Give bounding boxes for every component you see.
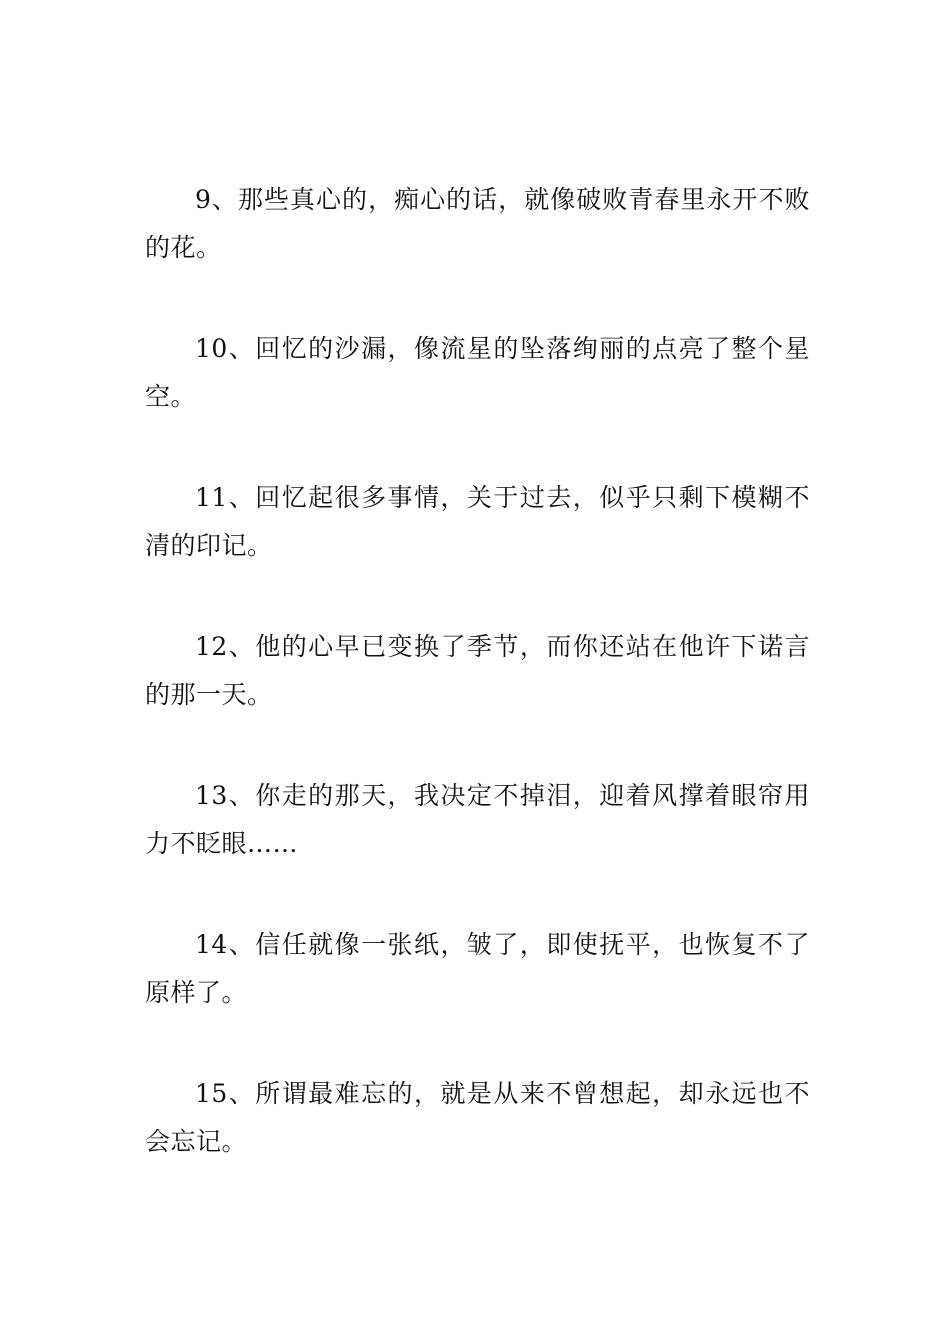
paragraph-11: 11、回忆起很多事情，关于过去，似乎只剩下模糊不清的印记。 <box>145 483 810 560</box>
paragraph-9: 9、那些真心的，痴心的话，就像破败青春里永开不败的花。 <box>145 185 810 262</box>
paragraph-15: 15、所谓最难忘的，就是从来不曾想起，却永远也不会忘记。 <box>145 1079 810 1156</box>
document-body <box>145 176 810 1219</box>
paragraph-13: 13、你走的那天，我决定不掉泪，迎着风撑着眼帘用力不眨眼…… <box>145 781 810 858</box>
paragraph-12: 12、他的心早已变换了季节，而你还站在他许下诺言的那一天。 <box>145 632 810 709</box>
paragraph-14: 14、信任就像一张纸，皱了，即使抚平，也恢复不了原样了。 <box>145 930 810 1007</box>
paragraph-10: 10、回忆的沙漏，像流星的坠落绚丽的点亮了整个星空。 <box>145 334 810 411</box>
